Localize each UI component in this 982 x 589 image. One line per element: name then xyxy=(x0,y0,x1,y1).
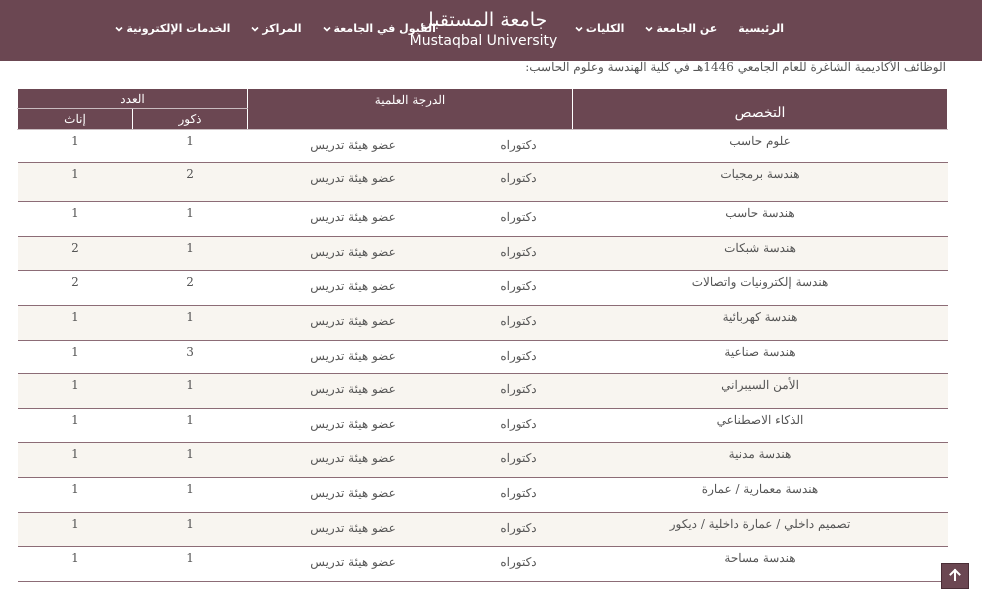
degree-value: دكتوراه xyxy=(500,279,537,293)
table-row xyxy=(18,341,948,374)
degree-value: دكتوراه xyxy=(500,555,537,569)
specialty-cell: هندسة مساحة xyxy=(573,547,948,582)
specialty-cell: الذكاء الاصطناعي xyxy=(573,409,948,443)
degree-value: دكتوراه xyxy=(500,451,537,465)
table-row xyxy=(18,271,948,306)
female-count: 2 xyxy=(18,271,133,306)
position-title: عضو هيئة تدريس xyxy=(310,417,396,431)
specialty-cell: علوم حاسب xyxy=(573,130,948,163)
top-navbar xyxy=(0,0,982,61)
male-count: 3 xyxy=(133,341,248,374)
male-count: 1 xyxy=(133,130,248,163)
table-row xyxy=(18,130,948,163)
nav-item-label: الخدمات الإلكترونية xyxy=(126,22,231,35)
table-row xyxy=(18,478,948,513)
position-title: عضو هيئة تدريس xyxy=(310,210,396,224)
degree-value: دكتوراه xyxy=(500,171,537,185)
degree-value: دكتوراه xyxy=(500,521,537,535)
header-count: العدد xyxy=(18,89,248,109)
logo-english-text: Mustaqbal University xyxy=(409,33,558,49)
degree-cell xyxy=(248,202,573,237)
arrow-up-icon xyxy=(948,567,962,586)
table-row xyxy=(18,306,948,341)
degree-value: دكتوراه xyxy=(500,486,537,500)
nav-item-label: الكليات xyxy=(585,22,625,35)
specialty-cell: هندسة مدنية xyxy=(573,443,948,478)
scroll-to-top-button[interactable] xyxy=(941,563,969,589)
degree-cell xyxy=(248,341,573,374)
male-count: 1 xyxy=(133,306,248,341)
specialty-cell: هندسة برمجيات xyxy=(573,163,948,202)
header-female: إناث xyxy=(18,109,133,130)
degree-value: دكتوراه xyxy=(500,417,537,431)
table-row xyxy=(18,237,948,271)
male-count: 2 xyxy=(133,271,248,306)
table-row xyxy=(18,547,948,582)
male-count: 2 xyxy=(133,163,248,202)
female-count: 1 xyxy=(18,513,133,547)
female-count: 1 xyxy=(18,163,133,202)
table-row xyxy=(18,163,948,202)
table-row xyxy=(18,374,948,409)
position-title: عضو هيئة تدريس xyxy=(310,521,396,535)
female-count: 2 xyxy=(18,237,133,271)
nav-item-e-services[interactable] xyxy=(115,22,230,35)
degree-value: دكتوراه xyxy=(500,382,537,396)
position-title: عضو هيئة تدريس xyxy=(310,279,396,293)
header-degree: الدرجة العلمية xyxy=(248,89,573,130)
nav-item-label: عن الجامعة xyxy=(656,22,718,35)
nav-item-centers[interactable] xyxy=(251,22,301,35)
position-title: عضو هيئة تدريس xyxy=(310,382,396,396)
degree-cell xyxy=(248,478,573,513)
specialty-cell: هندسة صناعية xyxy=(573,341,948,374)
intro-text: الوظائف الأكاديمية الشاغرة للعام الجامعي 1446هـ في كلية الهندسة وعلوم الحاسب: xyxy=(525,60,946,74)
nav-item-label: القبول في الجامعة xyxy=(333,22,436,35)
chevron-down-icon xyxy=(251,25,259,33)
female-count: 1 xyxy=(18,306,133,341)
male-count: 1 xyxy=(133,443,248,478)
degree-cell xyxy=(248,513,573,547)
degree-cell xyxy=(248,306,573,341)
university-logo[interactable] xyxy=(396,8,571,54)
female-count: 1 xyxy=(18,374,133,409)
male-count: 1 xyxy=(133,547,248,582)
table-row xyxy=(18,202,948,237)
position-title: عضو هيئة تدريس xyxy=(310,486,396,500)
male-count: 1 xyxy=(133,237,248,271)
specialty-cell: هندسة معمارية / عمارة xyxy=(573,478,948,513)
male-count: 1 xyxy=(133,409,248,443)
position-title: عضو هيئة تدريس xyxy=(310,451,396,465)
table-row xyxy=(18,409,948,443)
position-title: عضو هيئة تدريس xyxy=(310,349,396,363)
male-count: 1 xyxy=(133,202,248,237)
header-male: ذكور xyxy=(133,109,248,130)
chevron-down-icon xyxy=(115,25,123,33)
degree-value: دكتوراه xyxy=(500,349,537,363)
female-count: 1 xyxy=(18,478,133,513)
degree-cell xyxy=(248,409,573,443)
nav-item-about[interactable] xyxy=(645,22,717,35)
degree-value: دكتوراه xyxy=(500,210,537,224)
degree-cell xyxy=(248,547,573,582)
specialty-cell: هندسة حاسب xyxy=(573,202,948,237)
female-count: 1 xyxy=(18,409,133,443)
nav-item-label: المراكز xyxy=(262,22,302,35)
female-count: 1 xyxy=(18,130,133,163)
position-title: عضو هيئة تدريس xyxy=(310,555,396,569)
male-count: 1 xyxy=(133,478,248,513)
degree-cell xyxy=(248,443,573,478)
degree-cell xyxy=(248,374,573,409)
header-specialty: التخصص xyxy=(573,89,948,130)
chevron-down-icon xyxy=(645,25,653,33)
male-count: 1 xyxy=(133,513,248,547)
degree-cell xyxy=(248,163,573,202)
specialty-cell: هندسة إلكترونيات واتصالات xyxy=(573,271,948,306)
position-title: عضو هيئة تدريس xyxy=(310,138,396,152)
degree-cell xyxy=(248,237,573,271)
female-count: 1 xyxy=(18,547,133,582)
degree-value: دكتوراه xyxy=(500,138,537,152)
female-count: 1 xyxy=(18,443,133,478)
table-row xyxy=(18,443,948,478)
degree-cell xyxy=(248,130,573,163)
female-count: 1 xyxy=(18,202,133,237)
male-count: 1 xyxy=(133,374,248,409)
degree-value: دكتوراه xyxy=(500,314,537,328)
specialty-cell: هندسة شبكات xyxy=(573,237,948,271)
chevron-down-icon xyxy=(323,25,331,33)
nav-item-home[interactable] xyxy=(738,22,784,35)
degree-value: دكتوراه xyxy=(500,245,537,259)
specialty-cell: الأمن السيبراني xyxy=(573,374,948,409)
table-row xyxy=(18,513,948,547)
logo-arabic-text: جامعة المستقبل xyxy=(419,9,548,31)
specialty-cell: تصميم داخلي / عمارة داخلية / ديكور xyxy=(573,513,948,547)
position-title: عضو هيئة تدريس xyxy=(310,245,396,259)
specialty-cell: هندسة كهربائية xyxy=(573,306,948,341)
female-count: 1 xyxy=(18,341,133,374)
nav-item-colleges[interactable] xyxy=(575,22,624,35)
degree-cell xyxy=(248,271,573,306)
nav-item-label: الرئيسية xyxy=(738,22,784,35)
position-title: عضو هيئة تدريس xyxy=(310,314,396,328)
vacancies-table xyxy=(17,88,948,582)
chevron-down-icon xyxy=(575,25,583,33)
position-title: عضو هيئة تدريس xyxy=(310,171,396,185)
